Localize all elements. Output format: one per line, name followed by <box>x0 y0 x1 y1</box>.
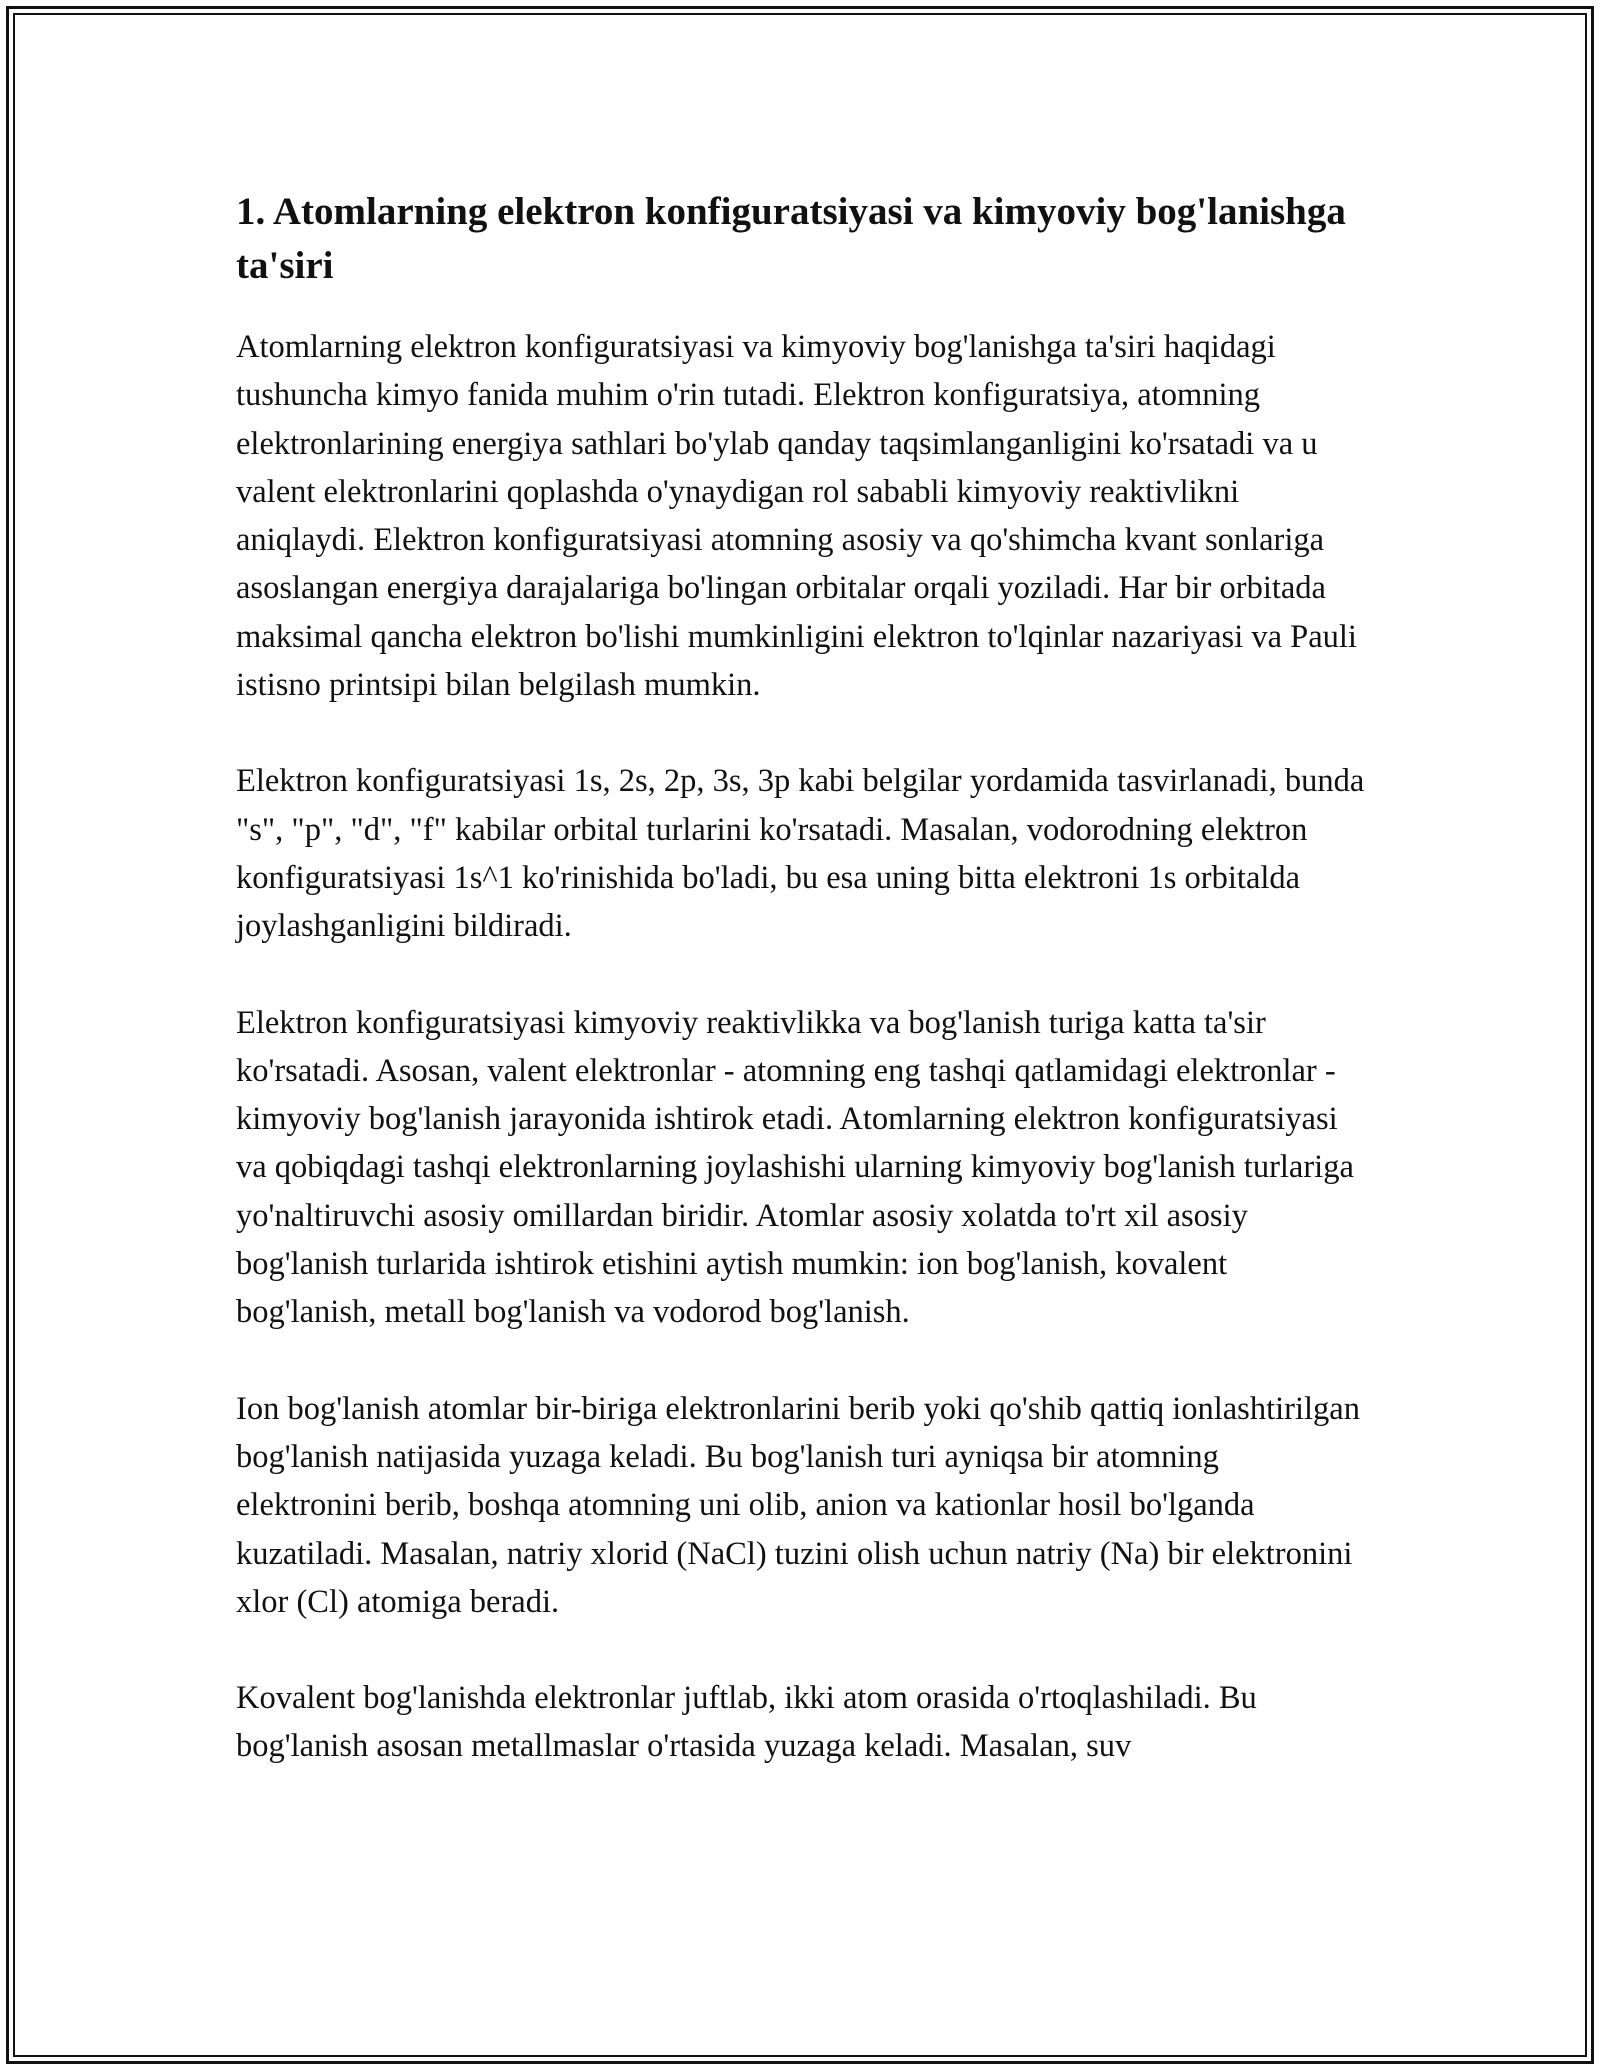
document-body <box>236 185 1366 1819</box>
paragraph-2: Elektron konfiguratsiyasi 1s, 2s, 2p, 3s, 3p kabi belgilar yordamida tasvirlanadi, bunda "s", "p", "d", "f" kabilar orbital turlarini ko'rsatadi. Masalan, vodorodning elektron konfiguratsiyasi 1s^1 ko'rinishida bo'ladi, bu esa uning bitta elektroni 1s orbitalda joylashganligini bildiradi. <box>236 763 1365 945</box>
paragraph-1: Atomlarning elektron konfiguratsiyasi va kimyoviy bog'lanishga ta'siri haqidagi tushuncha kimyo fanida muhim o'rin tutadi. Elektron konfiguratsiya, atomning elektronlarining energiya sathlari bo'ylab qanday taqsimlanganligini ko'rsatadi va u valent elektronlarini qoplashda o'ynaydigan rol sababli kimyoviy reaktivlikni aniqlaydi. Elektron konfiguratsiyasi atomning asosiy va qo'shimcha kvant sonlariga asoslangan energiya darajalariga bo'lingan orbitalar orqali yoziladi. Har bir orbitada maksimal qancha elektron bo'lishi mumkinligini elektron to'lqinlar nazariyasi va Pauli istisno printsipi bilan belgilash mumkin. <box>236 329 1357 704</box>
paragraph-3: Elektron konfiguratsiyasi kimyoviy reaktivlikka va bog'lanish turiga katta ta'sir ko'rsatadi. Asosan, valent elektronlar - atomning eng tashqi qatlamidagi elektronlar - kimyoviy bog'lanish jarayonida ishtirok etadi. Atomlarning elektron konfiguratsiyasi va qobiqdagi tashqi elektronlarning joylashishi ularning kimyoviy bog'lanish turlariga yo'naltiruvchi asosiy omillardan biridir. Atomlar asosiy xolatda to'rt xil asosiy bog'lanish turlarida ishtirok etishini aytish mumkin: ion bog'lanish, kovalent bog'lanish, metall bog'lanish va vodorod bog'lanish. <box>236 1004 1354 1331</box>
paragraph-4: Ion bog'lanish atomlar bir-biriga elektronlarini berib yoki qo'shib qattiq ionlashtirilgan bog'lanish natijasida yuzaga keladi. Bu bog'lanish turi ayniqsa bir atomning elektronini berib, boshqa atomning uni olib, anion va kationlar hosil bo'lganda kuzatiladi. Masalan, natriy xlorid (NaCl) tuzini olish uchun natriy (Na) bir elektronini xlor (Cl) atomiga beradi. <box>236 1390 1360 1620</box>
section-heading: 1. Atomlarning elektron konfiguratsiyasi va kimyoviy bog'lanishga ta'siri <box>236 190 1346 287</box>
paragraph-5: Kovalent bog'lanishda elektronlar juftlab, ikki atom orasida o'rtoqlashiladi. Bu bog'lanish asosan metallmaslar o'rtasida yuzaga keladi. Masalan, suv <box>236 1680 1257 1765</box>
